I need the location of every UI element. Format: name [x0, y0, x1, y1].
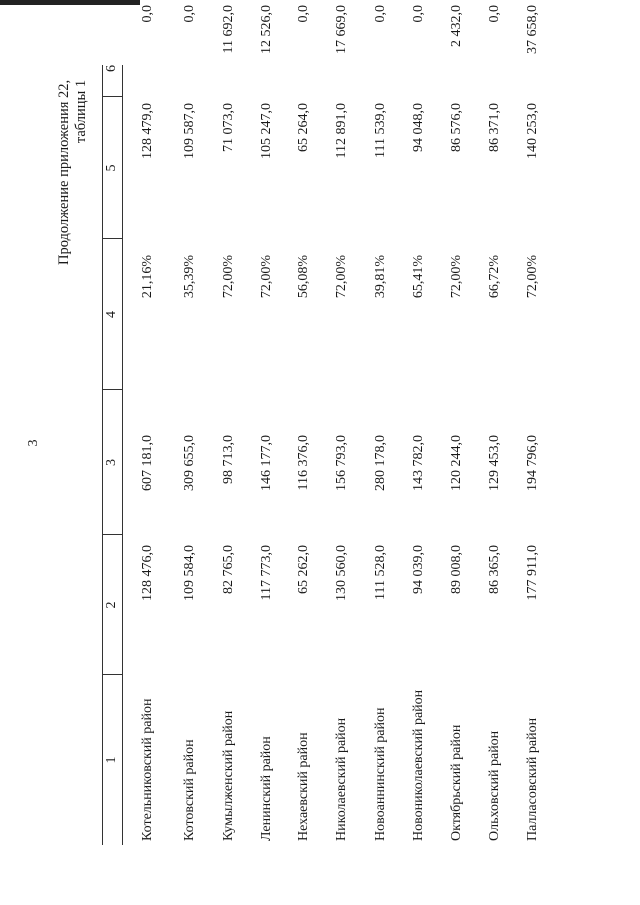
- row-name: Палласовский район: [525, 717, 540, 841]
- cell-col-3: 98 713,0: [221, 435, 236, 484]
- cell-col-5: 94 048,0: [411, 103, 426, 152]
- cell-col-2: 94 039,0: [411, 545, 426, 594]
- cell-col-3: 280 178,0: [373, 435, 388, 491]
- cell-col-4: 72,00%: [221, 255, 236, 299]
- cell-col-3: 129 453,0: [487, 435, 502, 491]
- cell-col-5: 86 371,0: [487, 103, 502, 152]
- cell-col-2: 109 584,0: [182, 545, 197, 601]
- cell-col-3: 309 655,0: [182, 435, 197, 491]
- cell-col-2: 130 560,0: [334, 545, 349, 601]
- row-name: Котовский район: [182, 739, 197, 841]
- cell-col-6: 0,0: [182, 5, 197, 23]
- table-caption: [56, 80, 90, 265]
- row-name: Новониколаевский район: [411, 689, 426, 841]
- header-col-1: 1: [104, 756, 119, 764]
- cell-col-6: 11 692,0: [221, 5, 236, 54]
- cell-col-6: 12 526,0: [259, 5, 274, 54]
- cell-col-4: 72,00%: [525, 255, 540, 299]
- cell-col-4: 39,81%: [373, 255, 388, 299]
- cell-col-5: 109 587,0: [182, 103, 197, 159]
- header-col-2: 2: [104, 601, 119, 609]
- cell-col-2: 117 773,0: [259, 545, 274, 601]
- cell-col-2: 82 765,0: [221, 545, 236, 594]
- cell-col-4: 21,16%: [140, 255, 155, 299]
- cell-col-4: 65,41%: [411, 255, 426, 299]
- cell-col-6: 17 669,0: [334, 5, 349, 54]
- cell-col-6: 37 658,0: [525, 5, 540, 54]
- header-col-4: 4: [104, 311, 119, 318]
- row-name: Октябрьский район: [449, 724, 464, 841]
- cell-col-3: 116 376,0: [296, 435, 311, 491]
- cell-col-6: 0,0: [296, 5, 311, 23]
- cell-col-2: 177 911,0: [525, 545, 540, 601]
- table-header-border: [122, 65, 123, 845]
- row-name: Нехаевский район: [296, 732, 311, 841]
- cell-col-5: 71 073,0: [221, 103, 236, 152]
- cell-col-4: 72,00%: [449, 255, 464, 299]
- row-name: Котельниковский район: [140, 698, 155, 841]
- cell-col-3: 156 793,0: [334, 435, 349, 491]
- cell-col-2: 89 008,0: [449, 545, 464, 594]
- cell-col-6: 0,0: [373, 5, 388, 23]
- cell-col-2: 111 528,0: [373, 545, 388, 600]
- cell-col-5: 86 576,0: [449, 103, 464, 152]
- header-col-6: 6: [104, 65, 119, 72]
- row-name: Кумылженский район: [221, 710, 236, 841]
- cell-col-5: 140 253,0: [525, 103, 540, 159]
- table-top-border: [102, 65, 103, 845]
- cell-col-5: 112 891,0: [334, 103, 349, 159]
- cell-col-6: 0,0: [140, 5, 155, 23]
- header-col-5: 5: [104, 164, 119, 172]
- cell-col-5: 111 539,0: [373, 103, 388, 158]
- cell-col-4: 35,39%: [182, 255, 197, 299]
- cell-col-2: 65 262,0: [296, 545, 311, 594]
- cell-col-3: 194 796,0: [525, 435, 540, 491]
- cell-col-2: 128 476,0: [140, 545, 155, 601]
- row-name: Ленинский район: [259, 736, 274, 841]
- cell-col-4: 72,00%: [259, 255, 274, 299]
- cell-col-6: 0,0: [411, 5, 426, 23]
- cell-col-3: 143 782,0: [411, 435, 426, 491]
- cell-col-3: 120 244,0: [449, 435, 464, 491]
- header-col-3: 3: [104, 459, 119, 466]
- cell-col-5: 65 264,0: [296, 103, 311, 152]
- data-table: [102, 5, 576, 845]
- cell-col-6: 0,0: [487, 5, 502, 23]
- caption-line-2: таблицы 1: [73, 79, 89, 144]
- cell-col-6: 2 432,0: [449, 5, 464, 47]
- cell-col-3: 607 181,0: [140, 435, 155, 491]
- scan-artifact-line: [0, 0, 140, 5]
- caption-line-1: Продолжение приложения 22,: [56, 79, 72, 265]
- cell-col-5: 105 247,0: [259, 103, 274, 159]
- row-name: Николаевский район: [334, 717, 349, 841]
- cell-col-5: 128 479,0: [140, 103, 155, 159]
- row-name: Ольховский район: [487, 730, 502, 841]
- cell-col-4: 56,08%: [296, 255, 311, 299]
- row-name: Новоаннинский район: [373, 707, 388, 841]
- cell-col-3: 146 177,0: [259, 435, 274, 491]
- page-number: 3: [26, 439, 41, 447]
- cell-col-4: 72,00%: [334, 255, 349, 299]
- cell-col-2: 86 365,0: [487, 545, 502, 594]
- cell-col-4: 66,72%: [487, 255, 502, 299]
